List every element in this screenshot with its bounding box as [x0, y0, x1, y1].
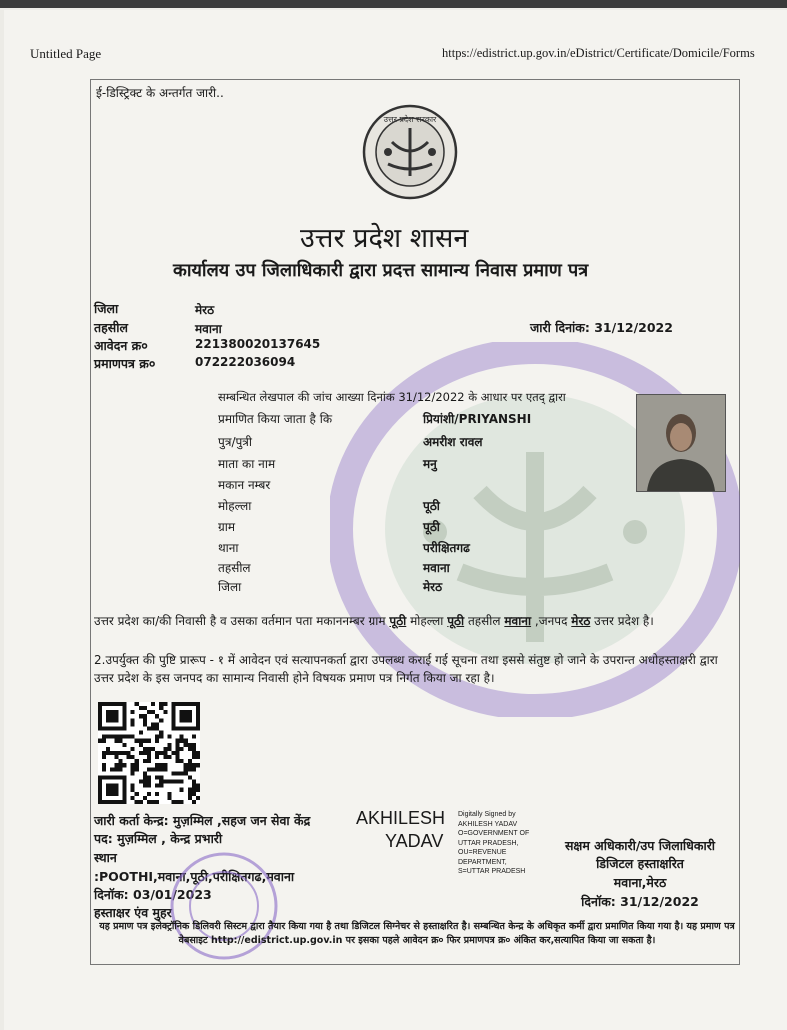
dsig-line: O=GOVERNMENT OF: [458, 830, 530, 837]
field-label-village: ग्राम: [218, 520, 236, 534]
field-label-son-daughter: पुत्र/पुत्री: [218, 435, 253, 449]
field-label-mother: माता का नाम: [218, 457, 276, 471]
issue-date-label: जारी दिनांक:: [530, 320, 590, 335]
issuer-date: दिनॉक: 03/01/2023: [94, 887, 212, 902]
verification-intro: सम्बन्धित लेखपाल की जांच आख्या दिनांक 31/12/2022 के आधार पर एतद् द्वारा: [218, 390, 566, 404]
scanner-top-edge: [0, 0, 787, 8]
meta-value-tehsil: मवाना: [195, 322, 222, 336]
issued-under-note: ई-डिस्ट्रिक्ट के अन्तर्गत जारी..: [96, 86, 224, 100]
para1-text-2: मोहल्ला: [406, 614, 448, 628]
authority-title: सक्षम अधिकारी/उप जिलाधिकारी: [564, 838, 716, 853]
field-value-tehsil: मवाना: [423, 561, 450, 575]
para1-text-1: उत्तर प्रदेश का/की निवासी है व उसका वर्तमान पता मकाननम्बर ग्राम: [94, 614, 390, 628]
field-value-mohalla: पूठी: [423, 499, 440, 513]
field-label-tehsil: तहसील: [218, 561, 251, 575]
emblem-text: उत्तर प्रदेश सरकार: [383, 115, 437, 124]
meta-value-certificate-no: 072222036094: [195, 355, 296, 369]
para1-text-4: ,जनपद: [531, 614, 572, 628]
meta-value-district: मेरठ: [195, 303, 215, 317]
field-label-mohalla: मोहल्ला: [218, 499, 252, 513]
dsig-line: S=UTTAR PRADESH: [458, 868, 526, 875]
meta-label-tehsil: तहसील: [94, 320, 128, 335]
issuing-center: जारी कर्ता केन्द्र: मुज़म्मिल ,सहज जन सेवा केंद्र: [94, 813, 311, 828]
print-page-title: Untitled Page: [30, 46, 102, 61]
field-value-name: प्रियांशी/PRIYANSHI: [423, 412, 532, 426]
field-label-certified: प्रमाणित किया जाता है कि: [218, 412, 333, 426]
residence-paragraph: [94, 612, 740, 630]
meta-value-application-no: 221380020137645: [195, 337, 321, 351]
field-label-police-station: थाना: [218, 541, 239, 555]
field-label-house-no: मकान नम्बर: [218, 478, 271, 492]
applicant-photo: [636, 394, 726, 492]
certificate-title-main: उत्तर प्रदेश शासन: [300, 223, 469, 254]
authority-digital-signed: डिजिटल हस्ताक्षरित: [596, 856, 684, 871]
issue-date: [530, 319, 673, 336]
dsig-line: Digitally Signed by: [458, 811, 516, 818]
field-value-police-station: परीक्षितगढ: [423, 541, 470, 555]
field-label-district: जिला: [218, 580, 242, 594]
para1-text-3: तहसील: [464, 614, 505, 628]
para1-village: पूठी: [389, 614, 407, 628]
digital-signer-name-line1: AKHILESH: [356, 808, 446, 828]
confirmation-paragraph: 2.उपर्युक्त की पुष्टि प्रारूप - १ में आवेदन एवं सत्यापनकर्ता द्वारा उपलब्ध कराई गई सूचना तथा इससे संतुष्ट हो जाने के उपरान्त अधोहस्ताक्षरी द्वारा उत्तर प्रदेश के इस जनपद का सामान्य निवासी होने विषयक प्रमाण पत्र निर्गत किया जा रहा है।: [94, 653, 718, 685]
meta-label-certificate-no: प्रमाणपत्र क्र०: [94, 356, 156, 371]
para1-district: मेरठ: [571, 614, 591, 628]
dsig-line: OU=REVENUE: [458, 849, 507, 856]
qr-code: [98, 702, 200, 804]
sign-and-seal: हस्ताक्षर एंव मुहर: [94, 905, 172, 920]
dsig-line: AKHILESH YADAV: [458, 820, 518, 828]
print-page-url: https://edistrict.up.gov.in/eDistrict/Certificate/Domicile/Forms: [442, 46, 755, 60]
issue-date-value: 31/12/2022: [594, 320, 673, 335]
authority-location: मवाना,मेरठ: [613, 875, 667, 890]
meta-label-district: जिला: [94, 301, 119, 316]
para1-tehsil: मवाना: [504, 614, 532, 628]
certificate-footer-note: यह प्रमाण पत्र इलेक्ट्रॉनिक डिलिवरी सिस्टम द्वारा तैयार किया गया है तथा डिजिटल सिग्नेचर से हस्ताक्षरित है। सम्बन्धित केन्द्र के अधिकृत कर्मी द्वारा प्रमाणित किया गया है। यह प्रमाण पत्र वेबसाइट http://edistrict.up.gov.in पर इसका पहले आवेदन क्र० फिर प्रमाणपत्र क्र० अंकित कर,सत्यापित किया जा सकता है।: [99, 921, 735, 946]
dsig-line: DEPARTMENT,: [458, 858, 507, 866]
dsig-line: UTTAR PRADESH,: [458, 839, 519, 847]
field-value-father: अमरीश रावल: [423, 435, 483, 449]
field-value-district: मेरठ: [423, 580, 443, 594]
place-label: स्थान: [94, 850, 117, 865]
up-government-emblem-icon: [362, 104, 458, 200]
para1-text-5: उत्तर प्रदेश है।: [590, 614, 654, 628]
field-value-mother: मनु: [423, 457, 437, 471]
para1-mohalla: पूठी: [447, 614, 465, 628]
field-value-village: पूठी: [423, 520, 440, 534]
authority-date: दिनॉक: 31/12/2022: [581, 894, 699, 909]
issuer-place: :POOTHI,मवाना,पूठी,परीक्षितगढ,मवाना: [94, 869, 295, 884]
certificate-title-sub: कार्यालय उप जिलाधिकारी द्वारा प्रदत्त सामान्य निवास प्रमाण पत्र: [173, 260, 589, 281]
issuer-post: पद: मुज़म्मिल , केन्द्र प्रभारी: [94, 831, 223, 846]
meta-label-application-no: आवेदन क्र०: [94, 338, 148, 353]
digital-signature-details: [458, 810, 529, 877]
digital-signer-name-line2: YADAV: [385, 831, 444, 851]
